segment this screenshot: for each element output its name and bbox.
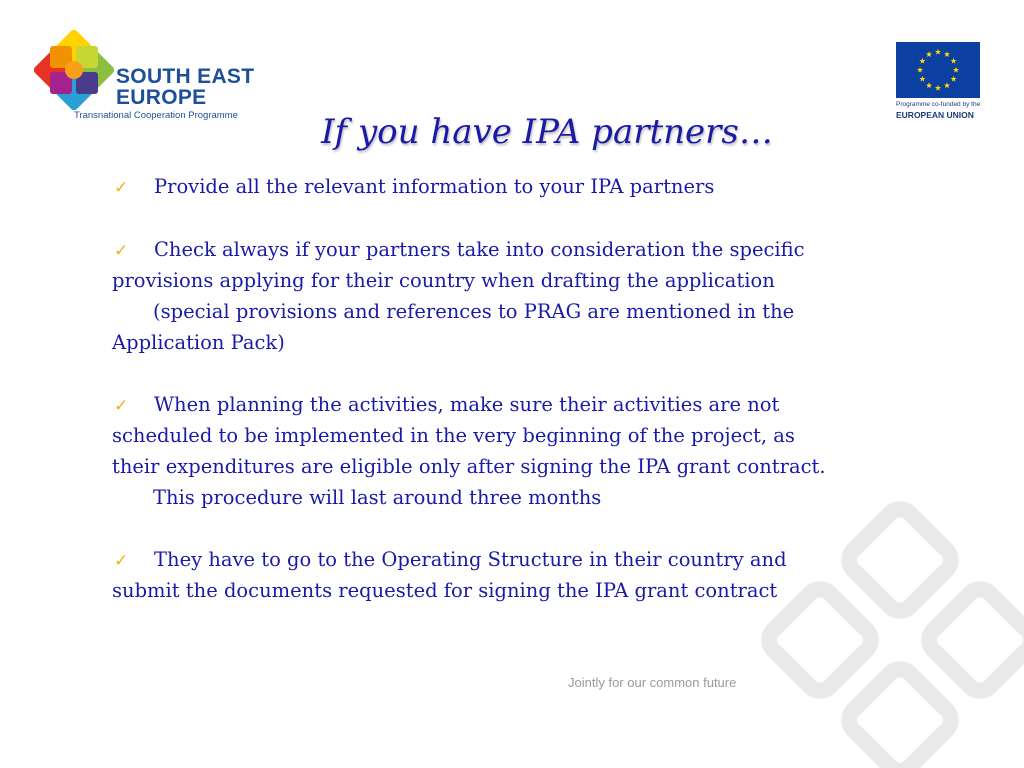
bullet-text-line: They have to go to the Operating Structure in their country and	[154, 547, 787, 571]
bullet-text-line: When planning the activities, make sure their activities are not	[154, 392, 780, 416]
logo-line-2: EUROPE	[116, 86, 207, 109]
slide-title: If you have IPA partners…	[321, 112, 773, 152]
eu-name-text: EUROPEAN UNION	[896, 110, 974, 120]
bullet-item	[112, 172, 892, 204]
checkmark-icon: ✓	[114, 395, 129, 416]
footer-tagline: Jointly for our common future	[568, 675, 737, 690]
flower-watermark-icon	[760, 500, 1024, 768]
checkmark-icon: ✓	[114, 550, 129, 571]
eu-flag-icon	[896, 42, 980, 98]
bullet-text-line: provisions applying for their country when drafting the application	[112, 269, 775, 293]
eu-cofunded-text: Programme co-funded by the	[896, 101, 981, 108]
bullet-item	[112, 235, 892, 359]
logo-line-1: SOUTH EAST	[116, 65, 255, 88]
bullet-text-line: Application Pack)	[112, 330, 285, 354]
bullet-text-line: Provide all the relevant information to your IPA partners	[154, 175, 715, 198]
bullet-text-line: their expenditures are eligible only after signing the IPA grant contract.	[112, 455, 826, 479]
bullet-text-line: Check always if your partners take into consideration the specific	[154, 237, 805, 261]
checkmark-icon: ✓	[114, 178, 129, 198]
bullet-text-line: (special provisions and references to PRAG are mentioned in the	[153, 300, 795, 324]
star-flower-logo-icon	[34, 30, 114, 110]
logo-subtitle: Transnational Cooperation Programme	[74, 110, 238, 121]
eu-cofunding-badge	[896, 42, 986, 122]
bullet-text-line: This procedure will last around three months	[153, 485, 602, 509]
bullet-text-line: scheduled to be implemented in the very beginning of the project, as	[112, 424, 795, 448]
bullet-text-line: submit the documents requested for signing the IPA grant contract	[112, 579, 778, 603]
checkmark-icon: ✓	[114, 240, 129, 261]
bullet-item	[112, 390, 892, 514]
